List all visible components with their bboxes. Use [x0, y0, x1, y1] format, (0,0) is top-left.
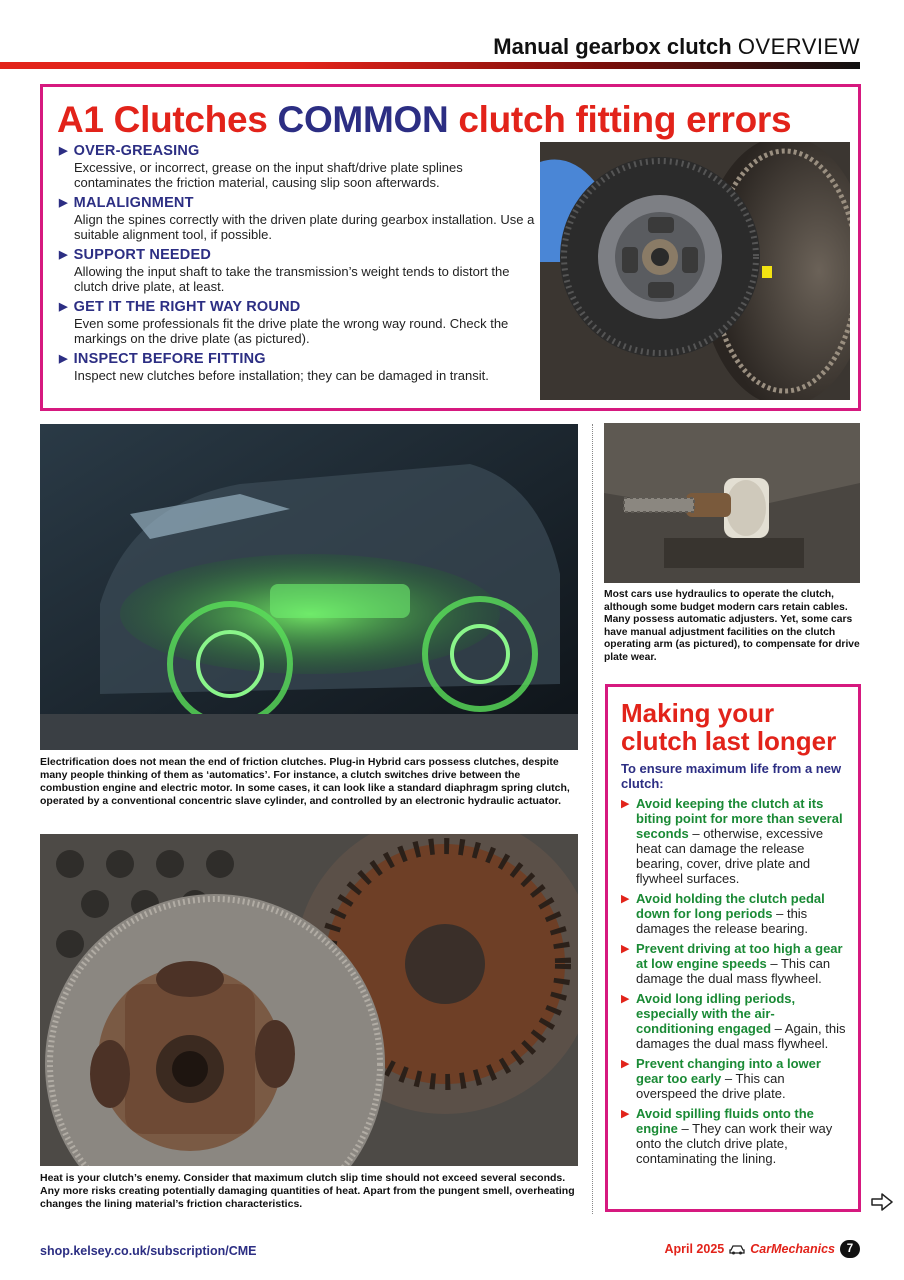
tip-text: – this damages the release bearing. — [636, 906, 809, 936]
triangle-bullet-icon: ▶ — [59, 301, 68, 313]
clutch-plate-photo — [540, 142, 850, 400]
tip-bold: Avoid long idling periods, especially with the air-conditioning engaged — [636, 991, 796, 1036]
column-divider — [592, 424, 593, 1214]
subscription-link[interactable]: shop.kelsey.co.uk/subscription/CME — [40, 1244, 257, 1258]
error-heading: OVER-GREASING — [73, 143, 200, 159]
page-header-title — [493, 34, 860, 60]
tip-item — [621, 1106, 848, 1166]
tip-bold: Avoid holding the clutch pedal down for long periods — [636, 891, 825, 921]
error-heading: INSPECT BEFORE FITTING — [73, 351, 266, 367]
clutch-arm-photo — [604, 423, 860, 583]
title-common: COMMON — [277, 99, 449, 140]
tips-title: Making your clutch last longer — [621, 698, 837, 756]
header-rule — [0, 62, 860, 69]
tip-item — [621, 891, 848, 936]
errors-list — [59, 143, 539, 388]
error-heading: MALALIGNMENT — [73, 195, 194, 211]
tip-item — [621, 991, 848, 1051]
header-title-light: OVERVIEW — [737, 34, 860, 59]
error-item — [59, 299, 539, 346]
error-text: Allowing the input shaft to take the transmission’s weight tends to distort the clutch drive plate, at least. — [74, 264, 510, 294]
title-rest: clutch fitting errors — [458, 99, 792, 140]
tip-item — [621, 1056, 848, 1101]
hybrid-car-photo — [40, 424, 578, 750]
tip-item — [621, 941, 848, 986]
tip-item — [621, 796, 848, 886]
clutch-arm-caption: Most cars use hydraulics to operate the clutch, although some budget modern cars retain cables. Many possess automatic adjusters. Yet, some cars have manual adjustment facilities on the clutch operating arm (as pictured), to compensate for drive plate wear. — [604, 589, 860, 663]
error-item — [59, 143, 539, 190]
triangle-bullet-icon: ▶ — [621, 993, 630, 1005]
title-brand: A1 Clutches — [57, 99, 268, 140]
error-text: Even some professionals fit the drive plate the wrong way round. Check the markings on the drive plate (as pictured). — [74, 316, 509, 346]
tip-text: – They can work their way onto the clutch drive plate, contaminating the lining. — [636, 1121, 833, 1166]
tip-text: – This can overspeed the drive plate. — [636, 1071, 786, 1101]
triangle-bullet-icon: ▶ — [59, 145, 68, 157]
error-item — [59, 247, 539, 294]
tip-text: – This can damage the dual mass flywheel. — [636, 956, 831, 986]
triangle-bullet-icon: ▶ — [621, 1108, 630, 1120]
errors-box-title — [57, 99, 791, 141]
triangle-bullet-icon: ▶ — [59, 249, 68, 261]
page-number: 7 — [840, 1240, 860, 1258]
tip-text: – otherwise, excessive heat can damage the release bearing, cover, drive plate and flywheel surfaces. — [636, 826, 824, 886]
common-errors-box — [40, 84, 861, 411]
error-item — [59, 195, 539, 242]
tip-bold: Prevent driving at too high a gear at low engine speeds — [636, 941, 843, 971]
error-heading: GET IT THE RIGHT WAY ROUND — [73, 299, 301, 315]
error-heading: SUPPORT NEEDED — [73, 247, 212, 263]
tips-list — [621, 796, 848, 1166]
triangle-bullet-icon: ▶ — [621, 893, 630, 905]
tips-subtitle: To ensure maximum life from a new clutch: — [621, 761, 842, 791]
error-text: Align the spines correctly with the driven plate during gearbox installation. Use a suitable alignment tool, if possible. — [74, 212, 535, 242]
triangle-bullet-icon: ▶ — [59, 353, 68, 365]
magazine-name: CarMechanics — [750, 1242, 835, 1256]
error-text: Inspect new clutches before installation; they can be damaged in transit. — [74, 368, 489, 383]
next-page-arrow-icon[interactable] — [871, 1193, 893, 1211]
triangle-bullet-icon: ▶ — [621, 943, 630, 955]
worn-clutch-photo — [40, 834, 578, 1166]
triangle-bullet-icon: ▶ — [621, 1058, 630, 1070]
clutch-tips-box — [605, 684, 861, 1212]
error-item — [59, 351, 539, 383]
header-title-bold: Manual gearbox clutch — [493, 34, 732, 59]
tip-text: – Again, this damages the dual mass flywheel. — [636, 1021, 846, 1051]
tip-bold: Avoid keeping the clutch at its biting point for more than several seconds — [636, 796, 843, 841]
issue-date: April 2025 — [664, 1242, 725, 1256]
hybrid-car-caption: Electrification does not mean the end of friction clutches. Plug-in Hybrid cars possess clutches, despite many people thinking of them as ‘automatics’. For instance, a clutch switches drive between the combustion engine and electric motor. In some cases, it can look like a standard diaphragm spring clutch, operated by a conventional concentric slave cylinder, and controlled by an electronic hydraulic actuator. — [40, 756, 570, 807]
heat-caption: Heat is your clutch’s enemy. Consider that maximum clutch slip time should not exceed several seconds. Any more risks creating potentially damaging quantities of heat. Apart from the pungent smell, overheating changes the lining material’s friction characteristics. — [40, 1172, 575, 1210]
car-icon — [729, 1243, 745, 1255]
tip-bold: Prevent changing into a lower gear too early — [636, 1056, 821, 1086]
triangle-bullet-icon: ▶ — [59, 197, 68, 209]
error-text: Excessive, or incorrect, grease on the input shaft/drive plate splines contaminates the friction material, causing slip soon afterwards. — [74, 160, 463, 190]
footer-folio — [664, 1240, 860, 1258]
triangle-bullet-icon: ▶ — [621, 798, 630, 810]
tip-bold: Avoid spilling fluids onto the engine — [636, 1106, 814, 1136]
